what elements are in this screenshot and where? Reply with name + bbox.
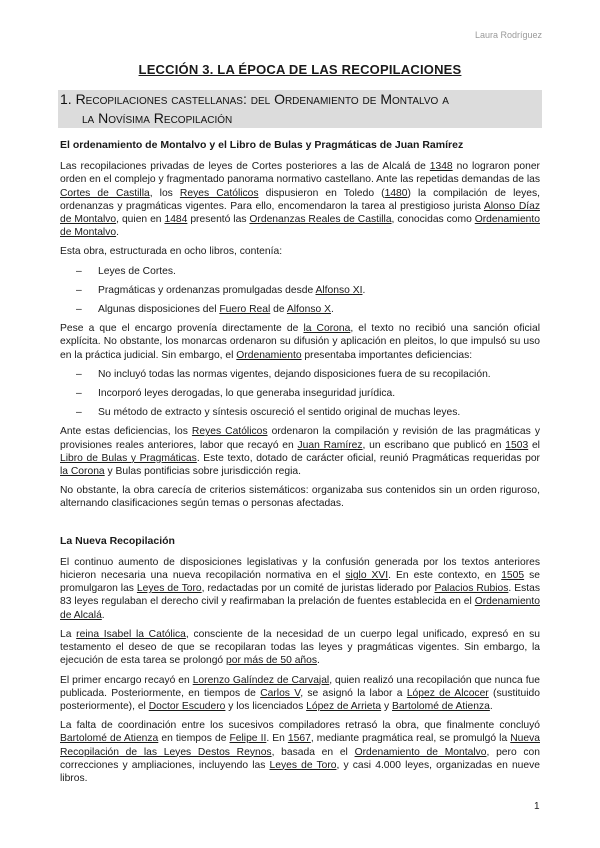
underlined-term: Felipe II xyxy=(229,733,267,745)
paragraph: Pese a que el encargo provenía directamente de la Corona, el texto no recibió una sanción oficial explícita. No obstante, los monarcas ordenaron su difusión y aplicación en pleitos, lo que impulsó su uso en la práctica judicial. Sin embargo, el Ordenamiento presentaba importantes deficiencias: xyxy=(60,323,540,361)
underlined-term: la Corona xyxy=(60,466,105,478)
list-item: – No incluyó todas las normas vigentes, dejando disposiciones fuera de su recopilación. xyxy=(60,368,540,381)
underlined-term: Palacios Rubios xyxy=(434,583,509,595)
underlined-term: 1567 xyxy=(287,733,311,745)
paragraph: Esta obra, estructurada en ocho libros, contenía: xyxy=(60,246,283,258)
underlined-term: Ordenamiento xyxy=(236,349,302,361)
underlined-term: Bartolomé de Atienza xyxy=(392,700,490,712)
underlined-term: 1503 xyxy=(505,439,529,451)
underlined-term: 1484 xyxy=(164,214,188,226)
underlined-term: Ordenamiento de Alcalá xyxy=(60,596,540,621)
underlined-term: Alfonso X xyxy=(286,304,331,316)
paragraph: Las recopilaciones privadas de leyes de Cortes posteriores a las de Alcalá de 1348 no lograron poner orden en el complejo y fragmentado panorama normativo castellano. Ante las repetidas demandas de las Cortes de Castilla, los Reyes Católicos dispusieron en Toledo (1480) la compilación de leyes, ordenanzas y pragmáticas vigentes. Para ello, encomendaron la tarea al prestigioso jurista Alonso Díaz de Montalvo, quien en 1484 presentó las Ordenanzas Reales de Castilla, conocidas como Ordenamiento de Montalvo. xyxy=(60,161,541,239)
underlined-term: Reyes Católicos xyxy=(179,187,259,199)
deficiencies-list xyxy=(60,368,540,420)
underlined-term: Alonso Díaz de Montalvo xyxy=(60,200,540,226)
list-item: – Su método de extracto y síntesis oscureció el sentido original de muchas leyes. xyxy=(60,406,540,419)
section-title-bar xyxy=(58,90,542,128)
underlined-term: Alfonso XI xyxy=(315,284,363,296)
underlined-term: Lorenzo Galíndez de Carvajal xyxy=(192,674,330,686)
page-number: 1 xyxy=(534,801,540,812)
paragraph: La falta de coordinación entre los sucesivos compiladores retrasó la obra, que finalmente concluyó Bartolomé de Atienza en tiempos de Felipe II. En 1567, mediante pragmática real, se promulgó la Nueva Recopilación de las Leyes Destos Reynos, basada en el Ordenamiento de Montalvo, pero con correcciones y ampliaciones, incluyendo las Leyes de Toro, y casi 4.000 leyes, organizadas en nueve libros. xyxy=(60,720,541,784)
list-item: – Leyes de Cortes. xyxy=(60,265,540,278)
underlined-term: 1480 xyxy=(384,187,408,199)
paragraph: Ante estas deficiencias, los Reyes Católicos ordenaron la compilación y revisión de las pragmáticas y provisiones reales anteriores, labor que recayó en Juan Ramírez, un escribano que publicó en 1503 el Libro de Bulas y Pragmáticas. Este texto, dotado de carácter oficial, reunió Pragmáticas requeridas por la Corona y Bulas pontificias sobre jurisdicción regia. xyxy=(60,426,540,478)
underlined-term: siglo XVI xyxy=(345,570,389,582)
paragraph: No obstante, la obra carecía de criterios sistemáticos: organizaba sus contenidos sin un orden riguroso, alternando clasificaciones según temas o personas afectadas. xyxy=(60,485,540,510)
underlined-term: 1505 xyxy=(501,570,525,582)
underlined-term: Reyes Católicos xyxy=(191,426,268,438)
underlined-term: Bartolomé de Atienza xyxy=(60,733,159,745)
underlined-term: Fuero Real xyxy=(219,304,271,316)
paragraph: El primer encargo recayó en Lorenzo Galíndez de Carvajal, quien realizó una recopilación que nunca fue publicada. Posteriormente, en tiempos de Carlos V, se asignó la labor a López de Alcocer (sustituido posteriormente), el Doctor Escudero y los licenciados López de Arrieta y Bartolomé de Atienza. xyxy=(60,674,541,712)
underlined-term: Ordenamiento de Montalvo xyxy=(60,214,540,239)
underlined-term: Cortes de Castilla xyxy=(60,187,150,199)
author-name: Laura Rodríguez xyxy=(474,30,542,40)
underlined-term: por más de 50 años xyxy=(226,655,318,667)
list-item: – Algunas disposiciones del Fuero Real de Alfonso X. xyxy=(60,303,540,316)
paragraph: La reina Isabel la Católica, consciente de la necesidad de un cuerpo legal unificado, expresó en su testamento el deseo de que se recopilaran todas las leyes y pragmáticas vigentes. Sin embargo, la ejecución de esta tarea se prolongó por más de 50 años. xyxy=(60,628,541,667)
lesson-title: LECCIÓN 3. LA ÉPOCA DE LAS RECOPILACIONES xyxy=(138,62,462,77)
list-item: – Pragmáticas y ordenanzas promulgadas desde Alfonso XI. xyxy=(60,284,540,297)
underlined-term: Juan Ramírez xyxy=(297,439,363,451)
document-body xyxy=(60,139,540,791)
underlined-term: Carlos V xyxy=(260,687,301,699)
underlined-term: Libro de Bulas y Pragmáticas xyxy=(60,452,197,464)
section-title-line2: la Novísima Recopilación xyxy=(82,110,233,126)
underlined-term: Nueva Recopilación de las Leyes Destos Reynos xyxy=(60,733,540,758)
list-item: – Incorporó leyes derogadas, lo que generaba inseguridad jurídica. xyxy=(60,387,540,400)
paragraph: El continuo aumento de disposiciones legislativas y la confusión generada por los textos anteriores hicieron necesaria una nueva recopilación normativa en el siglo XVI. En este contexto, en 1505 se promulgaron las Leyes de Toro, redactadas por un comité de juristas liderado por Palacios Rubios. Estas 83 leyes regulaban el derecho civil y reafirmaban la prelación de fuentes establecida en el Ordenamiento de Alcalá. xyxy=(60,556,540,621)
underlined-term: Ordenamiento de Montalvo xyxy=(354,746,487,758)
underlined-term: López de Alcocer xyxy=(406,687,489,699)
underlined-term: Doctor Escudero xyxy=(148,700,226,712)
subheading-nueva-recopilacion: La Nueva Recopilación xyxy=(60,534,175,547)
underlined-term: 1348 xyxy=(429,161,453,173)
contents-list xyxy=(60,265,540,317)
section-title-line1: 1. Recopilaciones castellanas: del Ordenamiento de Montalvo a xyxy=(60,91,449,107)
subheading-montalvo: El ordenamiento de Montalvo y el Libro de Bulas y Pragmáticas de Juan Ramírez xyxy=(60,139,464,151)
underlined-term: Leyes de Toro xyxy=(269,759,337,771)
underlined-term: reina Isabel la Católica xyxy=(76,628,186,640)
underlined-term: Leyes de Toro xyxy=(136,583,202,595)
underlined-term: López de Arrieta xyxy=(306,700,382,712)
underlined-term: Ordenanzas Reales de Castilla xyxy=(249,214,392,226)
underlined-term: la Corona xyxy=(303,323,351,335)
